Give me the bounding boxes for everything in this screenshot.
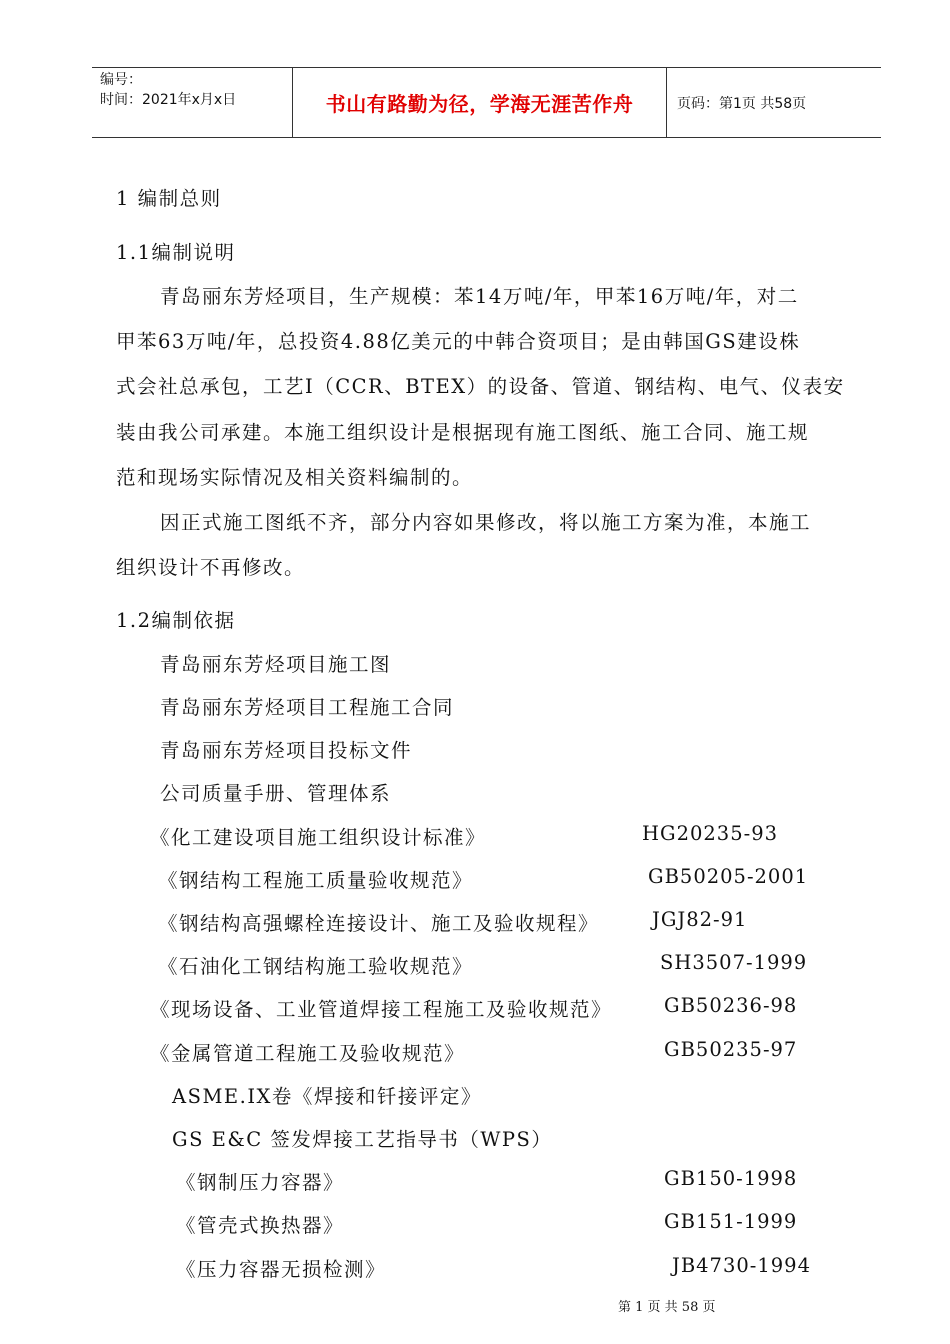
page-footer: 第 1 页 共 58 页 bbox=[618, 1300, 716, 1315]
subsection-title: 1.2编制依据 bbox=[116, 609, 236, 632]
standard-name: 《钢结构工程施工质量验收规范》 bbox=[158, 869, 474, 892]
basis-item: 青岛丽东芳烃项目施工图 bbox=[160, 653, 392, 676]
header-page-label: 页码：第1页 共58页 bbox=[677, 95, 807, 112]
subsection-title: 1.1编制说明 bbox=[116, 241, 236, 264]
time-label: 时间：2021年x月x日 bbox=[100, 92, 237, 108]
standard-code: SH3507-1999 bbox=[660, 951, 808, 974]
standard-code: JGJ82-91 bbox=[652, 908, 748, 931]
standard-code: JB4730-1994 bbox=[672, 1254, 811, 1277]
standard-code: GB50236-98 bbox=[664, 994, 798, 1017]
standard-code: GB50205-2001 bbox=[648, 865, 809, 888]
header-meta bbox=[92, 68, 300, 137]
standard-name: 《石油化工钢结构施工验收规范》 bbox=[158, 955, 474, 978]
standard-code: GB151-1999 bbox=[664, 1210, 798, 1233]
standard-name: GS E&C 签发焊接工艺指导书（WPS） bbox=[172, 1128, 553, 1151]
paragraph-line: 甲苯63万吨/年，总投资4.88亿美元的中韩合资项目；是由韩国GS建设株 bbox=[116, 330, 801, 353]
standard-name: 《化工建设项目施工组织设计标准》 bbox=[150, 826, 487, 849]
standard-code: GB150-1998 bbox=[664, 1167, 798, 1190]
standard-name: 《钢结构高强螺栓连接设计、施工及验收规程》 bbox=[158, 912, 600, 935]
number-label: 编号： bbox=[100, 72, 142, 88]
basis-item: 青岛丽东芳烃项目投标文件 bbox=[160, 739, 413, 762]
basis-item: 青岛丽东芳烃项目工程施工合同 bbox=[160, 696, 455, 719]
standard-code: HG20235-93 bbox=[642, 822, 779, 845]
standard-name: ASME.IX卷《焊接和钎接评定》 bbox=[172, 1085, 482, 1108]
paragraph-line: 装由我公司承建。本施工组织设计是根据现有施工图纸、施工合同、施工规 bbox=[116, 421, 810, 444]
basis-item: 公司质量手册、管理体系 bbox=[160, 782, 392, 805]
paragraph-line: 范和现场实际情况及相关资料编制的。 bbox=[116, 466, 474, 489]
standard-name: 《管壳式换热器》 bbox=[176, 1214, 345, 1237]
standard-code: GB50235-97 bbox=[664, 1038, 798, 1061]
header-divider bbox=[666, 68, 667, 137]
paragraph-line: 式会社总承包，工艺Ⅰ（CCR、BTEX）的设备、管道、钢结构、电气、仪表安 bbox=[116, 375, 845, 398]
header-motto: 书山有路勤为径，学海无涯苦作舟 bbox=[325, 92, 634, 116]
document-header bbox=[92, 67, 881, 138]
standard-name: 《压力容器无损检测》 bbox=[176, 1258, 387, 1281]
paragraph-line: 青岛丽东芳烃项目，生产规模：苯14万吨/年，甲苯16万吨/年，对二 bbox=[160, 285, 799, 308]
standard-name: 《钢制压力容器》 bbox=[176, 1171, 345, 1194]
standard-name: 《现场设备、工业管道焊接工程施工及验收规范》 bbox=[150, 998, 613, 1021]
paragraph-line: 因正式施工图纸不齐，部分内容如果修改，将以施工方案为准，本施工 bbox=[160, 511, 812, 534]
section-title: 1 编制总则 bbox=[116, 187, 222, 210]
paragraph-line: 组织设计不再修改。 bbox=[116, 556, 306, 579]
standard-name: 《金属管道工程施工及验收规范》 bbox=[150, 1042, 466, 1065]
